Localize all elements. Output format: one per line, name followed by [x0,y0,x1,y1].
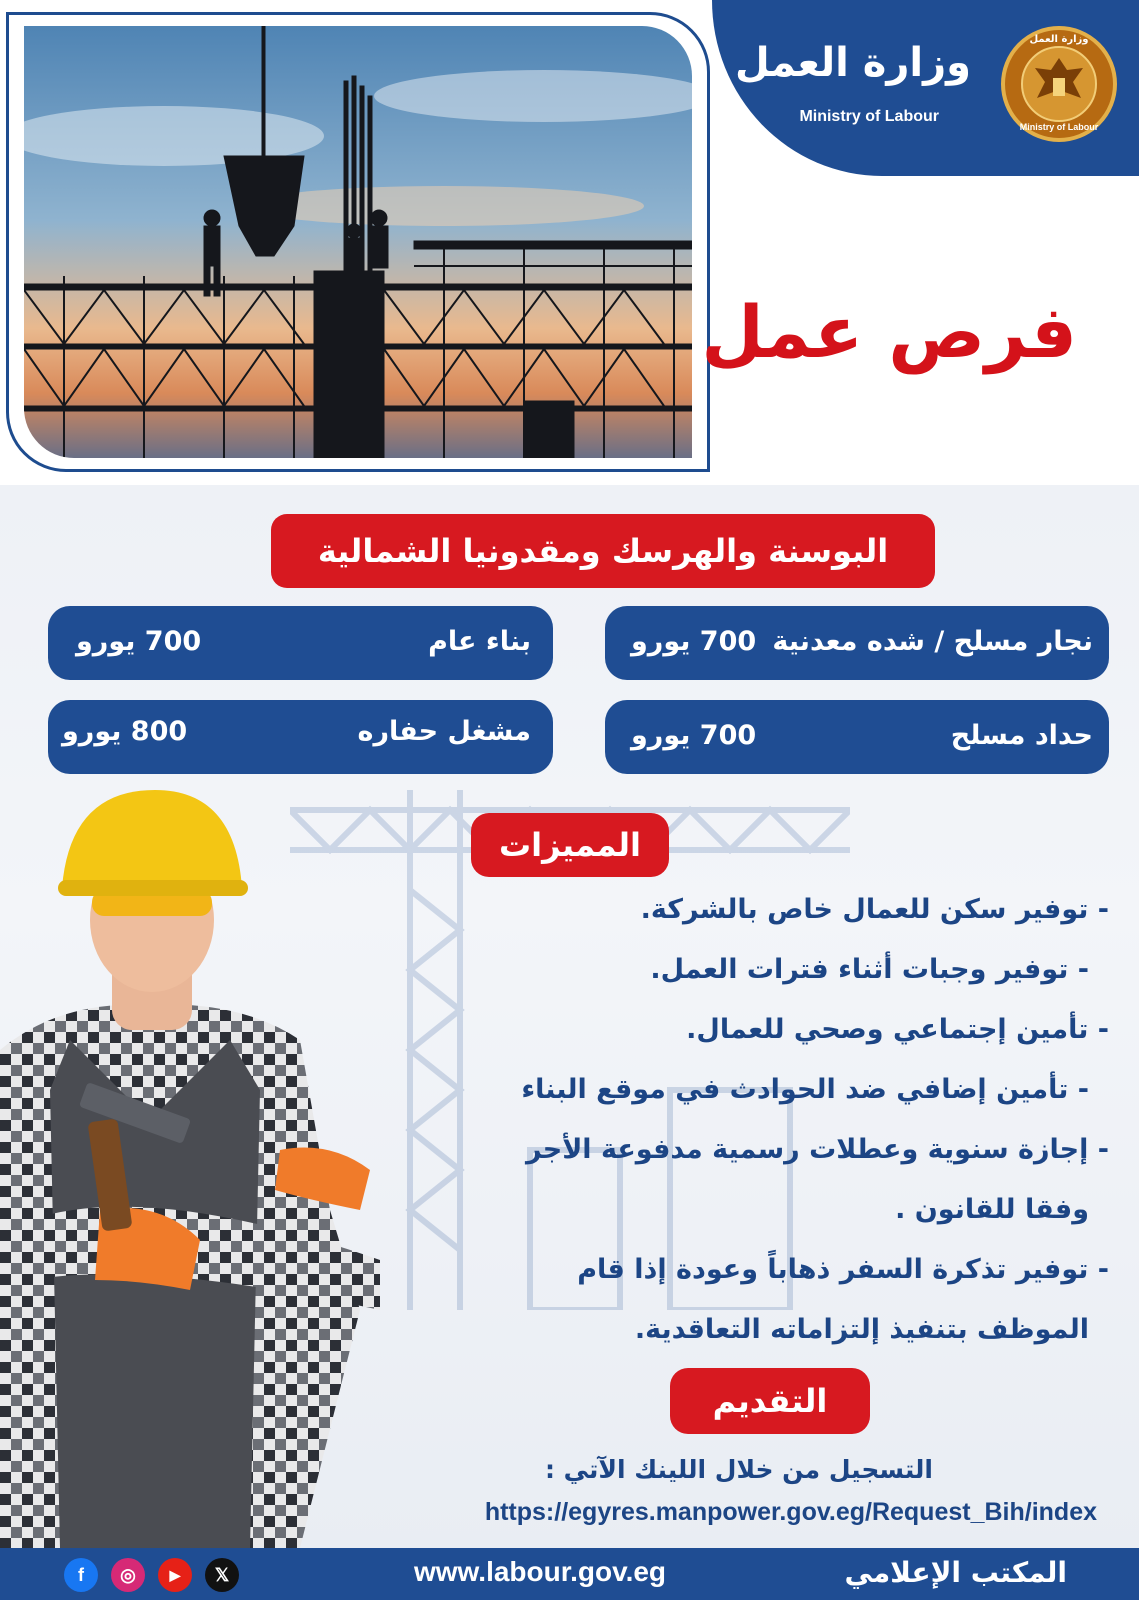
ministry-banner [712,0,1139,176]
job-title: حداد مسلح [950,720,1093,751]
footer-bar [0,1548,1139,1600]
media-office-label: المكتب الإعلامي [844,1556,1067,1589]
list-item: - توفير تذكرة السفر ذهاباً وعودة إذا قام [577,1254,1109,1285]
construction-site-photo [24,26,692,458]
seal-arabic-text: وزارة العمل [1029,34,1089,45]
job-title: بناء عام [428,626,531,657]
benefits-heading: المميزات [471,813,669,877]
facebook-icon[interactable]: f [64,1558,98,1592]
list-item: - توفير وجبات أثناء فترات العمل. [650,954,1089,985]
ministry-seal-logo [1001,26,1117,142]
destination-country-label: البوسنة والهرسك ومقدونيا الشمالية [271,514,935,588]
x-icon[interactable]: 𝕏 [205,1558,239,1592]
list-item: - إجازة سنوية وعطلات رسمية مدفوعة الأجر [525,1134,1109,1165]
list-item: - تأمين إجتماعي وصحي للعمال. [686,1014,1109,1045]
list-item: وفقا للقانون . [895,1194,1089,1225]
page-title: فرص عمل [701,290,1077,374]
list-item: - تأمين إضافي ضد الحوادث في موقع البناء [521,1074,1089,1105]
registration-link[interactable]: https://egyres.manpower.gov.eg/Request_Bih/index [484,1498,1097,1526]
job-title: نجار مسلح / شده معدنية [772,626,1093,657]
apply-heading: التقديم [670,1368,870,1434]
apply-instructions: التسجيل من خلال اللينك الآتي : [544,1455,933,1484]
job-salary: 700 يورو [631,720,757,751]
list-item: - توفير سكن للعمال خاص بالشركة. [640,894,1109,925]
job-card-carpenter [605,606,1109,680]
job-card-excavator-operator [48,700,553,774]
eagle-emblem-icon [1021,46,1097,122]
job-title: مشغل حفاره [357,716,531,747]
job-card-general-construction [48,606,553,680]
benefits-list [509,880,1109,1360]
list-item: الموظف بتنفيذ إلتزاماته التعاقدية. [634,1314,1089,1345]
construction-worker-illustration [0,790,450,1548]
job-salary: 700 يورو [76,626,202,657]
job-salary: 800 يورو [62,716,188,747]
youtube-icon[interactable]: ▶ [158,1558,192,1592]
ministry-name-arabic: وزارة العمل [735,40,971,86]
job-card-steel-fixer [605,700,1109,774]
instagram-icon[interactable]: ◎ [111,1558,145,1592]
seal-english-text: Ministry of Labour [1019,122,1099,132]
website-link[interactable]: www.labour.gov.eg [414,1556,667,1587]
ministry-name-english: Ministry of Labour [799,108,939,125]
job-salary: 700 يورو [631,626,757,657]
